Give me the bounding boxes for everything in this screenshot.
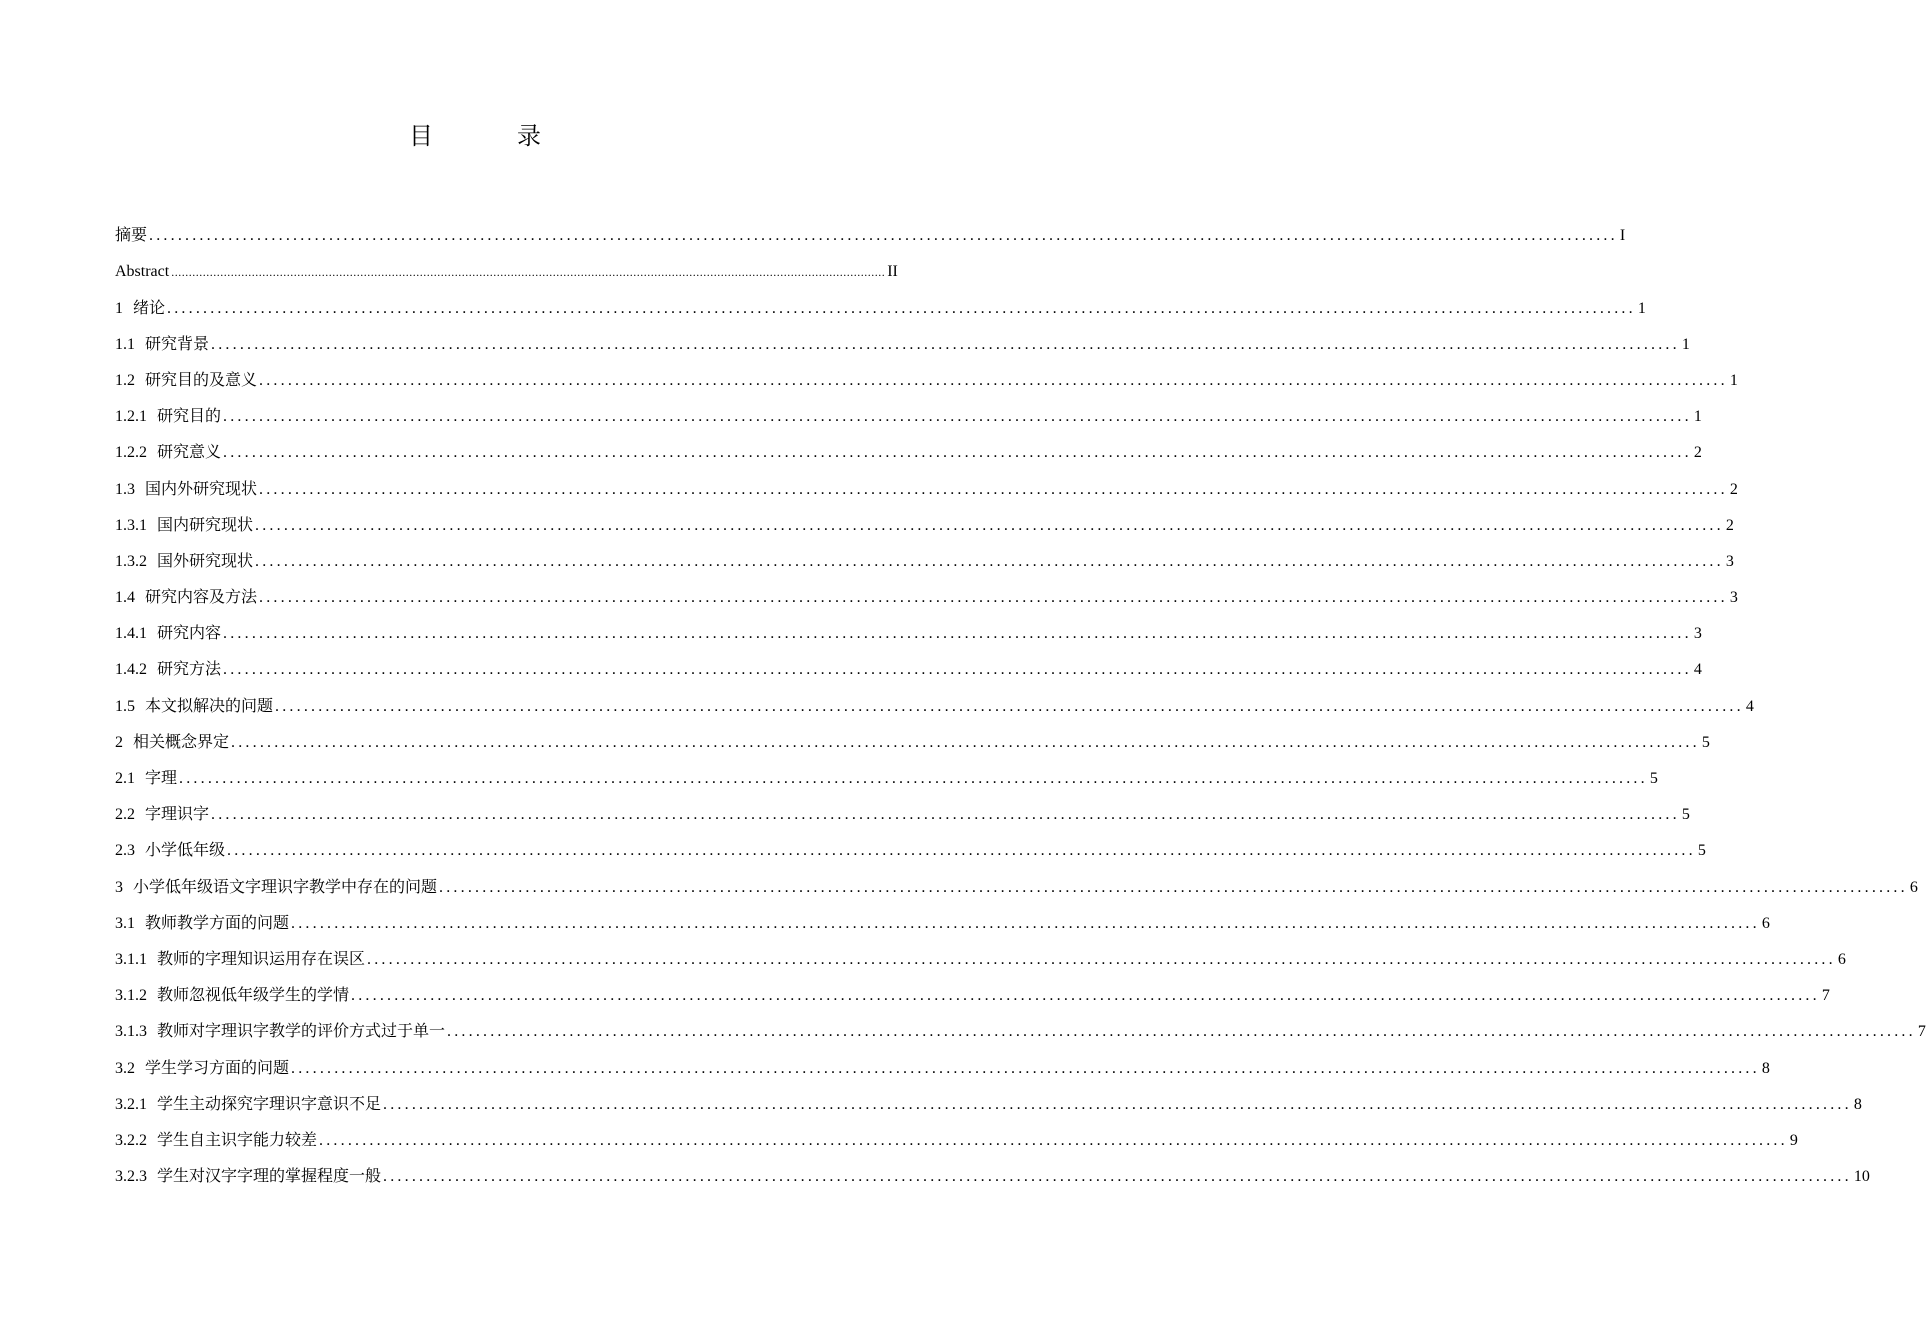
toc-entry-number: 1.2.1 bbox=[115, 408, 147, 426]
toc-entry-number: 1.3 bbox=[115, 480, 135, 498]
toc-entry-label bbox=[115, 1167, 381, 1187]
toc-entry[interactable] bbox=[115, 861, 1918, 897]
toc-entry[interactable] bbox=[115, 608, 1702, 644]
toc-entry-text: 研究背景 bbox=[145, 335, 210, 353]
toc-entry-text: 研究意义 bbox=[157, 444, 222, 462]
toc-entry[interactable] bbox=[115, 1079, 1862, 1115]
toc-entry-label bbox=[115, 299, 165, 319]
toc-page-number: 1 bbox=[1637, 299, 1646, 317]
toc-entry[interactable] bbox=[115, 825, 1706, 861]
toc-dot-leader: ............................................................................................................................................................................................................ bbox=[149, 227, 1618, 245]
toc-entry-label bbox=[115, 878, 437, 898]
toc-entry-label bbox=[115, 516, 253, 536]
toc-dot-leader: ............................................................................................................................................................................................................ bbox=[351, 987, 1820, 1005]
toc-entry-text: 相关概念界定 bbox=[133, 733, 230, 751]
toc-entry-text: 绪论 bbox=[133, 299, 166, 317]
toc-entry-text: 教师教学方面的问题 bbox=[145, 914, 290, 932]
toc-entry[interactable] bbox=[115, 1042, 1770, 1078]
toc-entry-text: 小学低年级语文字理识字教学中存在的问题 bbox=[133, 878, 438, 896]
toc-entry-text: 国外研究现状 bbox=[157, 552, 254, 570]
toc-dot-leader: ............................................................................................................................................................................................................ bbox=[255, 516, 1724, 534]
toc-entry-label bbox=[115, 335, 209, 355]
toc-entry-text: 国内外研究现状 bbox=[145, 480, 258, 498]
toc-entry-number: 1 bbox=[115, 299, 123, 317]
toc-page-number: 7 bbox=[1917, 1023, 1926, 1041]
toc-page-number: 5 bbox=[1701, 733, 1710, 751]
toc-dot-leader: ............................................................................................................................................................................................................ bbox=[255, 552, 1724, 570]
toc-dot-leader: ............................................................................................................................................................................................................ bbox=[211, 806, 1680, 824]
toc-entry[interactable] bbox=[115, 970, 1830, 1006]
toc-dot-leader: ............................................................................................................................................................................................................ bbox=[179, 770, 1648, 787]
toc-entry-label bbox=[115, 1059, 289, 1079]
toc-page-number: 5 bbox=[1681, 806, 1690, 824]
toc-entry[interactable] bbox=[115, 934, 1846, 970]
toc-page-number: 1 bbox=[1681, 335, 1690, 353]
toc-entry[interactable] bbox=[115, 536, 1734, 572]
toc-entry-label bbox=[115, 950, 365, 970]
toc-page-number: 5 bbox=[1649, 770, 1658, 787]
toc-entry-text: 研究目的 bbox=[157, 408, 222, 426]
toc-page-number: 3 bbox=[1729, 589, 1738, 607]
toc-entry-number: 3.2 bbox=[115, 1059, 135, 1077]
toc-dot-leader: ............................................................................................................................................................................................................ bbox=[383, 1095, 1852, 1113]
toc-entry-number: 1.4.2 bbox=[115, 661, 147, 679]
toc-entry[interactable] bbox=[115, 1151, 1870, 1187]
toc-dot-leader: ............................................................................................................................................................................................................ bbox=[223, 625, 1692, 643]
toc-entry-label bbox=[115, 769, 177, 789]
toc-entry[interactable] bbox=[115, 1006, 1926, 1042]
toc-entry-text: 研究目的及意义 bbox=[145, 371, 258, 389]
toc-page-number: 2 bbox=[1725, 516, 1734, 534]
toc-entry-label bbox=[115, 588, 257, 608]
toc-entry-label bbox=[115, 443, 221, 463]
toc-page-number: 2 bbox=[1693, 444, 1702, 462]
toc-entry-text: 学生自主识字能力较差 bbox=[157, 1131, 318, 1149]
toc-entry-number: 1.1 bbox=[115, 335, 135, 353]
toc-entry[interactable] bbox=[115, 789, 1690, 825]
toc-entry-number: 1.4.1 bbox=[115, 625, 147, 643]
toc-dot-leader: ............................................................................................................................................................................................................ bbox=[275, 697, 1744, 715]
toc-page-number: 8 bbox=[1853, 1095, 1862, 1113]
toc-entry-label bbox=[115, 733, 229, 753]
toc-entry-label bbox=[115, 841, 225, 861]
toc-entry-number: 1.4 bbox=[115, 589, 135, 607]
toc-entry-text: 学生主动探究字理识字意识不足 bbox=[157, 1095, 382, 1113]
toc-entry[interactable] bbox=[115, 753, 1658, 789]
toc-entry[interactable] bbox=[115, 572, 1738, 608]
toc-dot-leader: ............................................................................................................................................................................................................ bbox=[259, 371, 1728, 389]
toc-page-number: 8 bbox=[1761, 1059, 1770, 1077]
toc-entry-number: 1.3.2 bbox=[115, 552, 147, 570]
toc-page-number: 3 bbox=[1693, 625, 1702, 643]
toc-entry[interactable] bbox=[115, 898, 1770, 934]
toc-entry-label bbox=[115, 1095, 381, 1115]
toc-page-number: 1 bbox=[1693, 408, 1702, 426]
toc-entry[interactable] bbox=[115, 1115, 1798, 1151]
toc-entry-text: 摘要 bbox=[115, 227, 148, 245]
toc-page-number: 2 bbox=[1729, 480, 1738, 498]
toc-dot-leader: ............................................................................................................................................................................................................ bbox=[439, 878, 1908, 896]
toc-dot-leader: ............................................................................................................................................................................................................ bbox=[167, 299, 1636, 317]
toc-entry-label bbox=[115, 660, 221, 680]
toc-page-number: 6 bbox=[1837, 950, 1846, 968]
toc-entry-text: Abstract bbox=[115, 263, 170, 281]
toc-entry-number: 1.2 bbox=[115, 371, 135, 389]
toc-entry-text: 小学低年级 bbox=[145, 842, 226, 860]
toc-entry-label bbox=[115, 805, 209, 825]
toc-entry[interactable] bbox=[115, 319, 1690, 355]
toc-dot-leader: ............................................................................................................................................................................................................ bbox=[171, 265, 886, 280]
toc-page-number: 5 bbox=[1697, 842, 1706, 860]
toc-entry-text: 本文拟解决的问题 bbox=[145, 697, 274, 715]
toc-entry[interactable] bbox=[115, 355, 1738, 391]
toc-entry-number: 3.2.2 bbox=[115, 1131, 147, 1149]
toc-dot-leader: ............................................................................................................................................................................................................ bbox=[259, 589, 1728, 607]
toc-entry-number: 2.3 bbox=[115, 842, 135, 860]
toc-dot-leader: ............................................................................................................................................................................................................ bbox=[367, 950, 1836, 968]
toc-dot-leader: ............................................................................................................................................................................................................ bbox=[223, 408, 1692, 426]
toc-entry-label bbox=[115, 1131, 317, 1151]
toc-entry-number: 3 bbox=[115, 878, 123, 896]
toc-entry[interactable] bbox=[115, 427, 1702, 463]
toc-page-number: 1 bbox=[1729, 371, 1738, 389]
toc-entry-number: 2.1 bbox=[115, 770, 135, 787]
toc-entry-number: 3.1.1 bbox=[115, 950, 147, 968]
toc-entry-number: 3.1.3 bbox=[115, 1023, 147, 1041]
toc-entry-text: 研究内容及方法 bbox=[145, 589, 258, 607]
toc-page-number: 7 bbox=[1821, 987, 1830, 1005]
table-of-contents bbox=[115, 210, 1926, 1187]
toc-entry-label bbox=[115, 226, 147, 246]
toc-entry-number: 3.2.3 bbox=[115, 1168, 147, 1186]
toc-dot-leader: ............................................................................................................................................................................................................ bbox=[259, 480, 1728, 498]
toc-entry-label bbox=[115, 262, 169, 282]
toc-page-number: 4 bbox=[1745, 697, 1754, 715]
toc-entry-text: 国内研究现状 bbox=[157, 516, 254, 534]
toc-entry-text: 教师的字理知识运用存在误区 bbox=[157, 950, 366, 968]
toc-entry-label bbox=[115, 1022, 445, 1042]
toc-page-number: 3 bbox=[1725, 552, 1734, 570]
toc-page-number: 4 bbox=[1693, 661, 1702, 679]
toc-page-number: 6 bbox=[1909, 878, 1918, 896]
toc-dot-leader: ............................................................................................................................................................................................................ bbox=[447, 1023, 1916, 1041]
page-title: 目 录 bbox=[409, 122, 571, 150]
toc-entry-number: 1.2.2 bbox=[115, 444, 147, 462]
toc-entry-text: 研究内容 bbox=[157, 625, 222, 643]
toc-entry-number: 3.1.2 bbox=[115, 987, 147, 1005]
toc-entry-number: 1.5 bbox=[115, 697, 135, 715]
toc-entry-label bbox=[115, 480, 257, 500]
toc-dot-leader: ............................................................................................................................................................................................................ bbox=[211, 335, 1680, 353]
toc-page-number: 6 bbox=[1761, 914, 1770, 932]
toc-entry[interactable] bbox=[115, 246, 898, 282]
toc-dot-leader: ............................................................................................................................................................................................................ bbox=[383, 1168, 1852, 1186]
toc-page-number: II bbox=[887, 263, 898, 281]
toc-entry-label bbox=[115, 624, 221, 644]
toc-dot-leader: ............................................................................................................................................................................................................ bbox=[291, 1059, 1760, 1077]
toc-entry-label bbox=[115, 697, 273, 717]
toc-dot-leader: ............................................................................................................................................................................................................ bbox=[227, 842, 1696, 860]
toc-page-number: 10 bbox=[1853, 1168, 1870, 1186]
toc-entry-label bbox=[115, 552, 253, 572]
toc-entry-text: 字理 bbox=[145, 770, 178, 787]
toc-entry-label bbox=[115, 407, 221, 427]
toc-entry-label bbox=[115, 371, 257, 391]
toc-entry-text: 学生对汉字字理的掌握程度一般 bbox=[157, 1168, 382, 1186]
toc-entry[interactable] bbox=[115, 210, 1626, 246]
toc-dot-leader: ............................................................................................................................................................................................................ bbox=[319, 1131, 1788, 1149]
toc-entry-number: 2 bbox=[115, 733, 123, 751]
toc-dot-leader: ............................................................................................................................................................................................................ bbox=[231, 733, 1700, 751]
toc-entry[interactable] bbox=[115, 680, 1754, 716]
toc-entry[interactable] bbox=[115, 463, 1738, 499]
toc-entry-text: 教师对字理识字教学的评价方式过于单一 bbox=[157, 1023, 446, 1041]
toc-entry-text: 教师忽视低年级学生的学情 bbox=[157, 987, 350, 1005]
toc-entry[interactable] bbox=[115, 391, 1702, 427]
toc-page-number: I bbox=[1619, 227, 1626, 245]
toc-page-number: 9 bbox=[1789, 1131, 1798, 1149]
toc-entry-label bbox=[115, 914, 289, 934]
toc-entry-text: 字理识字 bbox=[145, 806, 210, 824]
toc-entry[interactable] bbox=[115, 500, 1734, 536]
toc-dot-leader: ............................................................................................................................................................................................................ bbox=[223, 661, 1692, 679]
toc-entry-text: 学生学习方面的问题 bbox=[145, 1059, 290, 1077]
toc-entry[interactable] bbox=[115, 644, 1702, 680]
toc-entry-label bbox=[115, 986, 349, 1006]
toc-entry-text: 研究方法 bbox=[157, 661, 222, 679]
toc-entry-number: 1.3.1 bbox=[115, 516, 147, 534]
toc-entry[interactable] bbox=[115, 717, 1710, 753]
toc-entry-number: 2.2 bbox=[115, 806, 135, 824]
toc-dot-leader: ............................................................................................................................................................................................................ bbox=[223, 444, 1692, 462]
toc-entry-number: 3.2.1 bbox=[115, 1095, 147, 1113]
toc-entry[interactable] bbox=[115, 282, 1646, 318]
toc-entry-number: 3.1 bbox=[115, 914, 135, 932]
toc-dot-leader: ............................................................................................................................................................................................................ bbox=[291, 914, 1760, 932]
